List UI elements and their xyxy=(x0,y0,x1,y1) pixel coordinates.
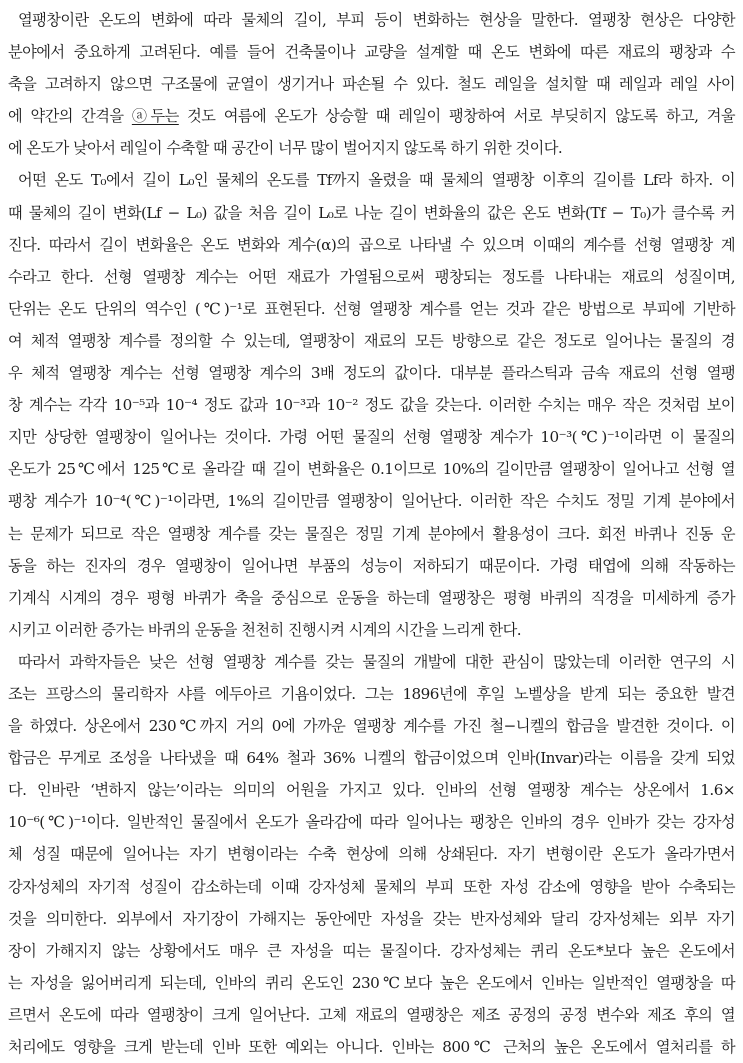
text-line: 열팽창이란 온도의 변화에 따라 물체의 길이, 부피 등이 변화하는 현상을 말한다. 열팽창 현상은 다양한 xyxy=(18,11,735,29)
text-line: 여 체적 열팽창 계수를 정의할 수 있는데, 열팽창이 재료의 모든 방향으로 같은 정도로 일어나는 물질의 경 xyxy=(8,331,735,350)
text-line: 동을 하는 진자의 경우 열팽창이 일어나면 부품의 성능이 저하되기 때문이다. 가령 태엽에 의해 작동하는 xyxy=(8,556,735,575)
text-line: 지만 상당한 열팽창이 일어나는 것이다. 가령 어떤 물질의 선형 열팽창 계수가 10⁻³(℃)⁻¹이라면 이 물질의 xyxy=(8,428,735,447)
text-line: 에 온도가 낮아서 레일이 수축할 때 공간이 너무 많이 벌어지지 않도록 하기 위한 것이다. xyxy=(8,139,563,158)
text-line: 강자성체의 자기적 성질이 감소하는데 이때 강자성체 물체의 부피 또한 자성 감소에 영향을 받아 수축되는 xyxy=(8,877,735,896)
text-line: 진다. 따라서 길이 변화율은 온도 변화와 계수(α)의 곱으로 나타낼 수 있으며 이때의 계수를 선형 열팽창 계 xyxy=(8,235,735,254)
text-line: 온도가 25℃에서 125℃로 올라갈 때 길이 변화율은 0.1이므로 10%의 길이만큼 열팽창이 일어나고 선형 열 xyxy=(8,460,735,479)
paragraph-2 xyxy=(8,164,735,645)
text-span: 것도 여름에 온도가 상승할 때 레일이 팽창하여 서로 부딪히지 않도록 하고, 겨울 xyxy=(178,107,735,126)
text-line: 때 물체의 길이 변화(Lf − L₀) 값을 처음 길이 L₀로 나눈 길이 변화율의 값은 온도 변화(Tf − T₀)가 클수록 커 xyxy=(8,203,735,222)
text-line: 을 하였다. 상온에서 230℃까지 거의 0에 가까운 열팽창 계수를 가진 철−니켈의 합금을 발견한 것이다. 이 xyxy=(8,717,735,736)
text-line: 시키고 이러한 증가는 바퀴의 운동을 천천히 진행시켜 시계의 시간을 느리게 한다. xyxy=(8,620,522,639)
text-line: 처리에도 영향을 크게 받는데 인바 또한 예외는 아니다. 인바는 800℃ 근처의 높은 온도에서 열처리를 하 xyxy=(8,1038,735,1056)
underlined-term: ⓐ두는 xyxy=(131,107,179,126)
paragraph-1 xyxy=(8,4,735,164)
text-line: 체 성질 때문에 일어나는 자기 변형이라는 수축 현상에 의해 상쇄된다. 자기 변형이란 온도가 올라가면서 xyxy=(8,845,735,864)
text-line: 기계식 시계의 경우 평형 바퀴가 축을 중심으로 운동을 하는데 열팽창은 평형 바퀴의 직경을 미세하게 증가 xyxy=(8,588,735,607)
text-line: 창 계수는 각각 10⁻⁵과 10⁻⁴ 정도 값과 10⁻³과 10⁻² 정도 값을 갖는다. 이러한 수치는 매우 작은 것처럼 보이 xyxy=(8,396,735,415)
text-line: 단위는 온도 단위의 역수인 (℃)⁻¹로 표현된다. 선형 열팽창 계수를 얻는 것과 같은 방법으로 부피에 기반하 xyxy=(8,299,735,318)
text-line: 르면서 온도에 따라 열팽창이 크게 일어난다. 고체 재료의 열팽창은 제조 공정의 공정 변수와 제조 후의 열 xyxy=(8,1005,735,1024)
text-line xyxy=(8,100,735,132)
text-line: 우 체적 열팽창 계수는 선형 열팽창 계수의 3배 정도의 값이다. 대부분 플라스틱과 금속 재료의 선형 열팽 xyxy=(8,364,735,383)
text-span: 에 약간의 간격을 xyxy=(8,107,132,126)
text-line: 따라서 과학자들은 낮은 선형 열팽창 계수를 갖는 물질의 개발에 대한 관심이 많았는데 이러한 연구의 시 xyxy=(18,652,735,671)
text-line: 어떤 온도 T₀에서 길이 L₀인 물체의 온도를 Tf까지 올렸을 때 물체의 열팽창 이후의 길이를 Lf라 하자. 이 xyxy=(18,171,735,190)
text-line: 는 문제가 되므로 작은 열팽창 계수를 갖는 물질은 정밀 기계 분야에서 활용성이 크다. 회전 바퀴나 진동 운 xyxy=(8,524,735,543)
text-line: 장이 가해지지 않는 상황에서도 매우 큰 자성을 띠는 물질이다. 강자성체는 퀴리 온도*보다 높은 온도에서 xyxy=(8,941,735,960)
text-line: 10⁻⁶(℃)⁻¹이다. 일반적인 물질에서 온도가 올라감에 따라 일어나는 팽창은 인바의 경우 인바가 갖는 강자성 xyxy=(8,813,735,832)
text-line: 것을 의미한다. 외부에서 자기장이 가해지는 동안에만 자성을 갖는 반자성체와 달리 강자성체는 외부 자기 xyxy=(8,909,735,928)
paragraph-3 xyxy=(8,646,735,1063)
text-line: 는 자성을 잃어버리게 되는데, 인바의 퀴리 온도인 230℃보다 높은 온도에서 인바는 일반적인 열팽창을 따 xyxy=(8,973,735,992)
text-line: 팽창 계수가 10⁻⁴(℃)⁻¹이라면, 1%의 길이만큼 열팽창이 일어난다. 이러한 작은 수치도 정밀 기계 분야에서 xyxy=(8,492,735,511)
text-line: 합금은 무게로 조성을 나타냈을 때 64% 철과 36% 니켈의 합금이었으며 인바(Invar)라는 이름을 갖게 되었 xyxy=(8,749,735,768)
text-line: 수라고 한다. 선형 열팽창 계수는 어떤 재료가 가열됨으로써 팽창되는 정도를 나타내는 재료의 성질이며, xyxy=(8,267,735,286)
text-line: 다. 인바란 ‘변하지 않는’이라는 의미의 어원을 가지고 있다. 인바의 선형 열팽창 계수는 상온에서 1.6× xyxy=(8,781,735,800)
text-line: 분야에서 중요하게 고려된다. 예를 들어 건축물이나 교량을 설계할 때 온도 변화에 따른 재료의 팽창과 수 xyxy=(8,43,735,62)
text-line: 조는 프랑스의 물리학자 샤를 에두아르 기욤이었다. 그는 1896년에 후일 노벨상을 받게 되는 중요한 발견 xyxy=(8,684,735,703)
text-line: 축을 고려하지 않으면 구조물에 균열이 생기거나 파손될 수 있다. 철도 레일을 설치할 때 레일과 레일 사이 xyxy=(8,75,735,94)
